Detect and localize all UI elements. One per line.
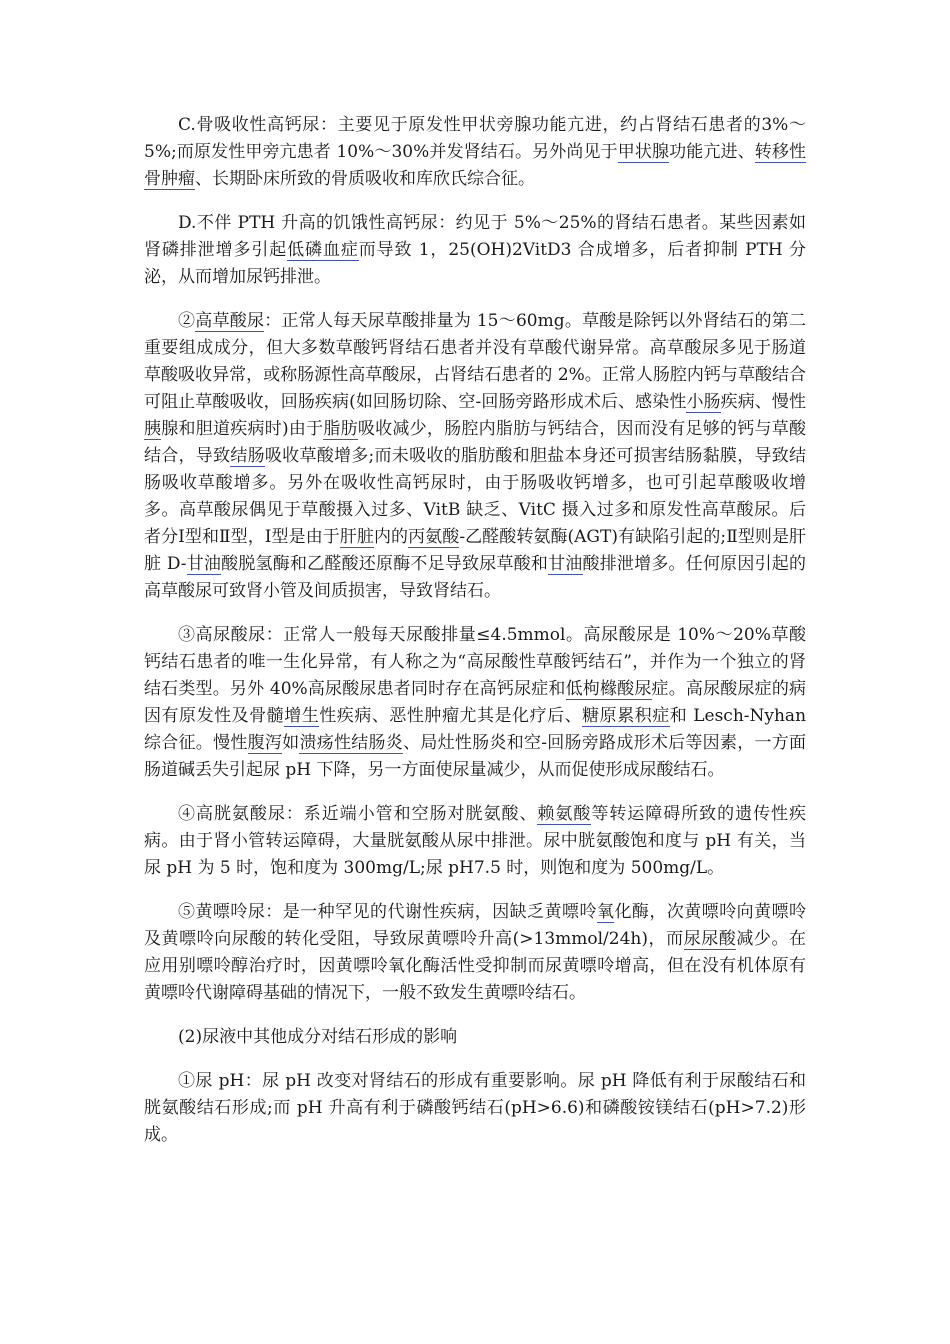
text-segment: 内的 (373, 527, 409, 547)
text-segment: 功能亢进、 (669, 142, 755, 162)
paragraph-xanthinuria (144, 899, 806, 1007)
term-link[interactable]: 低磷血症 (287, 240, 359, 260)
text-segment: 等转运障碍所致的遗传性疾病。由于肾小管转运障碍，大量胱氨酸从尿中排泄。尿中胱氨酸饱和度与 pH 有关，当尿 pH 为 5 时，饱和度为 300mg/L;尿 pH7.5 时，则饱和度为 500mg/L。 (144, 804, 807, 878)
text-segment: 化酶，次黄嘌呤向黄嘌呤及黄嘌呤向尿酸的转化受阻，导致尿黄嘌呤升高(>13mmol/24h)，而 (144, 902, 807, 949)
term-link[interactable]: 丙氨酸 (408, 527, 460, 547)
paragraph-cystinuria (144, 801, 806, 882)
text-segment: 如 (282, 733, 300, 753)
text-segment: 和 Lesch-Nyhan 综合征。慢性 (144, 706, 807, 753)
term-link[interactable]: 肝脏 (339, 527, 374, 547)
term-link[interactable]: 腹泻 (247, 733, 283, 753)
paragraph-hyperuricosuria (144, 622, 806, 784)
term-link[interactable]: 胰 (144, 419, 162, 439)
text-segment: 吸收草酸增多;而未吸收的脂肪酸和胆盐本身还可损害结肠黏膜，导致结肠吸收草酸增多。另外在吸收性高钙尿时，由于肠吸收钙增多，也可引起草酸吸收增多。高草酸尿偶见于草酸摄入过多、VitB 缺乏、VitC 摄入过多和原发性高草酸尿。后者分Ⅰ型和Ⅱ型，Ⅰ型是由于 (144, 446, 807, 547)
term-link[interactable]: 糖原累积症 (582, 706, 670, 726)
text-segment: 、长期卧床所致的骨质吸收和库欣氏综合征。 (195, 169, 535, 189)
text-segment: ② (178, 311, 196, 331)
text-segment: 酸排泄增多。任何原因引起的高草酸尿可致肾小管及间质损害，导致肾结石。 (144, 554, 807, 601)
text-segment: 酸脱氢酶和乙醛酸还原酶不足导致尿草酸和 (221, 554, 549, 574)
text-segment: 而导致 1，25(OH)2VitD3 合成增多，后者抑制 PTH 分泌，从而增加尿钙排泄。 (144, 240, 807, 287)
term-link[interactable]: 小肠 (686, 392, 721, 412)
text-segment: 症。高尿酸尿症的病因有原发性及骨髓 (144, 679, 807, 726)
document-body (144, 112, 806, 1166)
paragraph-bone-resorption (144, 112, 806, 193)
paragraph-urine-ph (144, 1068, 806, 1149)
text-segment: ③高尿酸尿：正常人一般每天尿酸排量≤4.5mmol。高尿酸尿是 10%～20%草酸钙结石患者的唯一生化异常，有人称之为“高尿酸性草酸钙结石”，并作为一个独立的肾结石类型。另外 40%高尿酸尿患者同时存在高钙尿症和 (144, 625, 806, 699)
term-link[interactable]: 结肠 (230, 446, 265, 466)
term-link[interactable]: 溃疡性结肠炎 (299, 733, 404, 753)
text-segment: ①尿 pH：尿 pH 改变对肾结石的形成有重要影响。尿 pH 降低有利于尿酸结石和胱氨酸结石形成;而 pH 升高有利于磷酸钙结石(pH>6.6)和磷酸铵镁结石(pH>7.2)形成。 (144, 1071, 806, 1145)
text-segment: ④高胱氨酸尿：系近端小管和空肠对胱氨酸、 (178, 804, 538, 824)
text-segment: C.骨吸收性高钙尿：主要见于原发性甲状旁腺功能亢进，约占肾结石患者的3%～5%;而原发性甲旁亢患者 10%～30%并发肾结石。另外尚见于 (144, 115, 806, 162)
paragraph-hyperoxaluria (144, 308, 806, 605)
term-link[interactable]: 转移性骨肿瘤 (144, 142, 807, 189)
term-link[interactable]: 低枸橼酸尿 (565, 679, 652, 699)
text-segment: 吸收减少，肠腔内脂肪与钙结合，因而没有足够的钙与草酸结合，导致 (144, 419, 807, 466)
term-link[interactable]: 脂肪 (323, 419, 358, 439)
term-link[interactable]: 高草酸尿 (195, 311, 265, 331)
term-link[interactable]: 赖氨酸 (537, 804, 592, 824)
text-segment: D.不伴 PTH 升高的饥饿性高钙尿：约见于 5%～25%的肾结石患者。某些因素如肾磷排泄增多引起 (144, 213, 806, 260)
paragraph-other-components-heading (144, 1024, 806, 1051)
term-link[interactable]: 甘油 (186, 554, 222, 574)
text-segment: 腺和胆道疾病时)由于 (161, 419, 324, 439)
term-link[interactable]: 增生 (284, 706, 320, 726)
text-segment: ：正常人每天尿草酸排量为 15～60mg。草酸是除钙以外肾结石的第二重要组成成分，但大多数草酸钙肾结石患者并没有草酸代谢异常。高草酸尿多见于肠道草酸吸收异常，或称肠源性高草酸尿，占肾结石患者的 2%。正常人肠腔内钙与草酸结合可阻止草酸吸收，回肠疾病(如回肠切除、空-回肠旁路形成术后、感染性 (144, 311, 807, 412)
text-segment: 性疾病、恶性肿瘤尤其是化疗后、 (319, 706, 583, 726)
term-link[interactable]: 甘油 (548, 554, 583, 574)
paragraph-non-pth-hypercalciuria (144, 210, 806, 291)
term-link[interactable]: 氧 (596, 902, 615, 922)
text-segment: ⑤黄嘌呤尿：是一种罕见的代谢性疾病，因缺乏黄嘌呤 (178, 902, 597, 922)
term-link[interactable]: 尿尿酸 (683, 929, 737, 949)
text-segment: 疾病、慢性 (720, 392, 806, 412)
text-segment: 减少。在应用别嘌呤醇治疗时，因黄嘌呤氧化酶活性受抑制而尿黄嘌呤增高，但在没有机体原有黄嘌呤代谢障碍基础的情况下，一般不致发生黄嘌呤结石。 (144, 929, 807, 1003)
text-segment: -乙醛酸转氨酶(AGT)有缺陷引起的;Ⅱ型则是肝脏 D- (144, 527, 807, 574)
term-link[interactable]: 甲状腺 (617, 142, 670, 162)
text-segment: 、局灶性肠炎和空-回肠旁路成形术后等因素，一方面肠道碱丢失引起尿 pH 下降，另一方面使尿量减少，从而促使形成尿酸结石。 (144, 733, 807, 780)
text-segment: (2)尿液中其他成分对结石形成的影响 (178, 1027, 458, 1047)
